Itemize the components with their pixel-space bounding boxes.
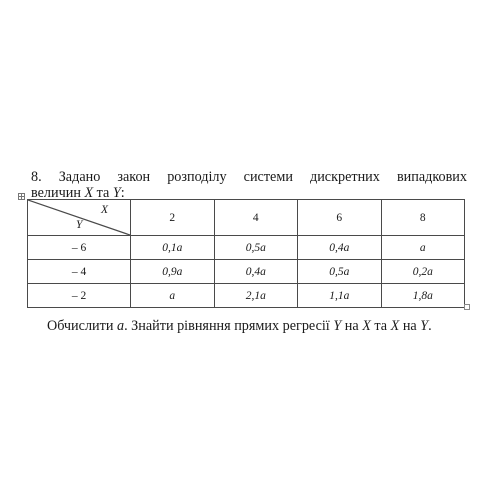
task-y2: Y: [420, 318, 429, 334]
prob-cell: [381, 236, 465, 260]
task-y1: Y: [333, 318, 342, 334]
line2-prefix: величин: [31, 185, 81, 201]
prob-cell: [131, 284, 215, 308]
prob-cell: [298, 236, 382, 260]
prob-value: 2,1a: [245, 289, 266, 302]
x-value-cell: 4: [214, 200, 298, 236]
table-header-row: [28, 200, 465, 236]
y-value-cell: – 6: [28, 236, 131, 260]
prob-value: 0,5a: [245, 241, 266, 254]
y-value-cell: – 4: [28, 260, 131, 284]
table-row: [28, 260, 465, 284]
prob-cell: [214, 236, 298, 260]
word-2: закон: [117, 169, 151, 185]
x-value-cell: 2: [131, 200, 215, 236]
task-x2: X: [390, 318, 400, 334]
prob-value: 0,1a: [162, 241, 183, 254]
task-on2: на: [402, 318, 417, 334]
prob-value: 1,8a: [412, 289, 433, 302]
table-row: [28, 284, 465, 308]
prob-cell: [381, 260, 465, 284]
var-x: X: [84, 185, 94, 201]
word-3: розподілу: [167, 169, 227, 185]
problem-line-1: [31, 169, 467, 185]
task-a: a: [116, 318, 125, 334]
task-statement: [47, 318, 432, 335]
corner-cell: [28, 200, 131, 236]
task-and: та: [374, 318, 388, 334]
corner-x-label: X: [100, 204, 108, 216]
prob-value: 0,4a: [329, 241, 350, 254]
task-x1: X: [362, 318, 371, 334]
word-1: Задано: [58, 169, 101, 185]
y-value-cell: – 2: [28, 284, 131, 308]
x-value-cell: 8: [381, 200, 465, 236]
prob-value: a: [169, 289, 176, 302]
prob-value: 0,2a: [412, 265, 433, 278]
prob-value: 0,5a: [329, 265, 350, 278]
corner-y-label: Y: [76, 219, 83, 231]
x-value-cell: 6: [298, 200, 382, 236]
prob-value: 1,1a: [329, 289, 350, 302]
prob-cell: [131, 260, 215, 284]
prob-cell: [131, 236, 215, 260]
problem-number: 8.: [31, 169, 42, 185]
word-4: системи: [243, 169, 293, 185]
task-end: .: [428, 318, 432, 334]
table-row: [28, 236, 465, 260]
problem-statement: [31, 169, 467, 201]
prob-cell: [381, 284, 465, 308]
distribution-table: [27, 199, 465, 308]
prob-cell: [298, 260, 382, 284]
word-6: випадкових: [396, 169, 467, 185]
prob-value: 0,9a: [162, 265, 183, 278]
prob-value: a: [419, 241, 426, 254]
table-move-handle-icon[interactable]: [18, 193, 25, 200]
prob-cell: [214, 260, 298, 284]
prob-value: 0,4a: [245, 265, 266, 278]
task-part2: . Знайти рівняння прямих регресії: [124, 318, 330, 334]
word-5: дискретних: [310, 169, 380, 185]
conj: та: [96, 185, 110, 201]
task-on1: на: [344, 318, 359, 334]
table-resize-handle-icon[interactable]: [464, 304, 470, 310]
var-y: Y: [112, 185, 121, 201]
colon: :: [120, 185, 125, 201]
task-part1: Обчислити: [47, 318, 114, 334]
prob-cell: [298, 284, 382, 308]
prob-cell: [214, 284, 298, 308]
